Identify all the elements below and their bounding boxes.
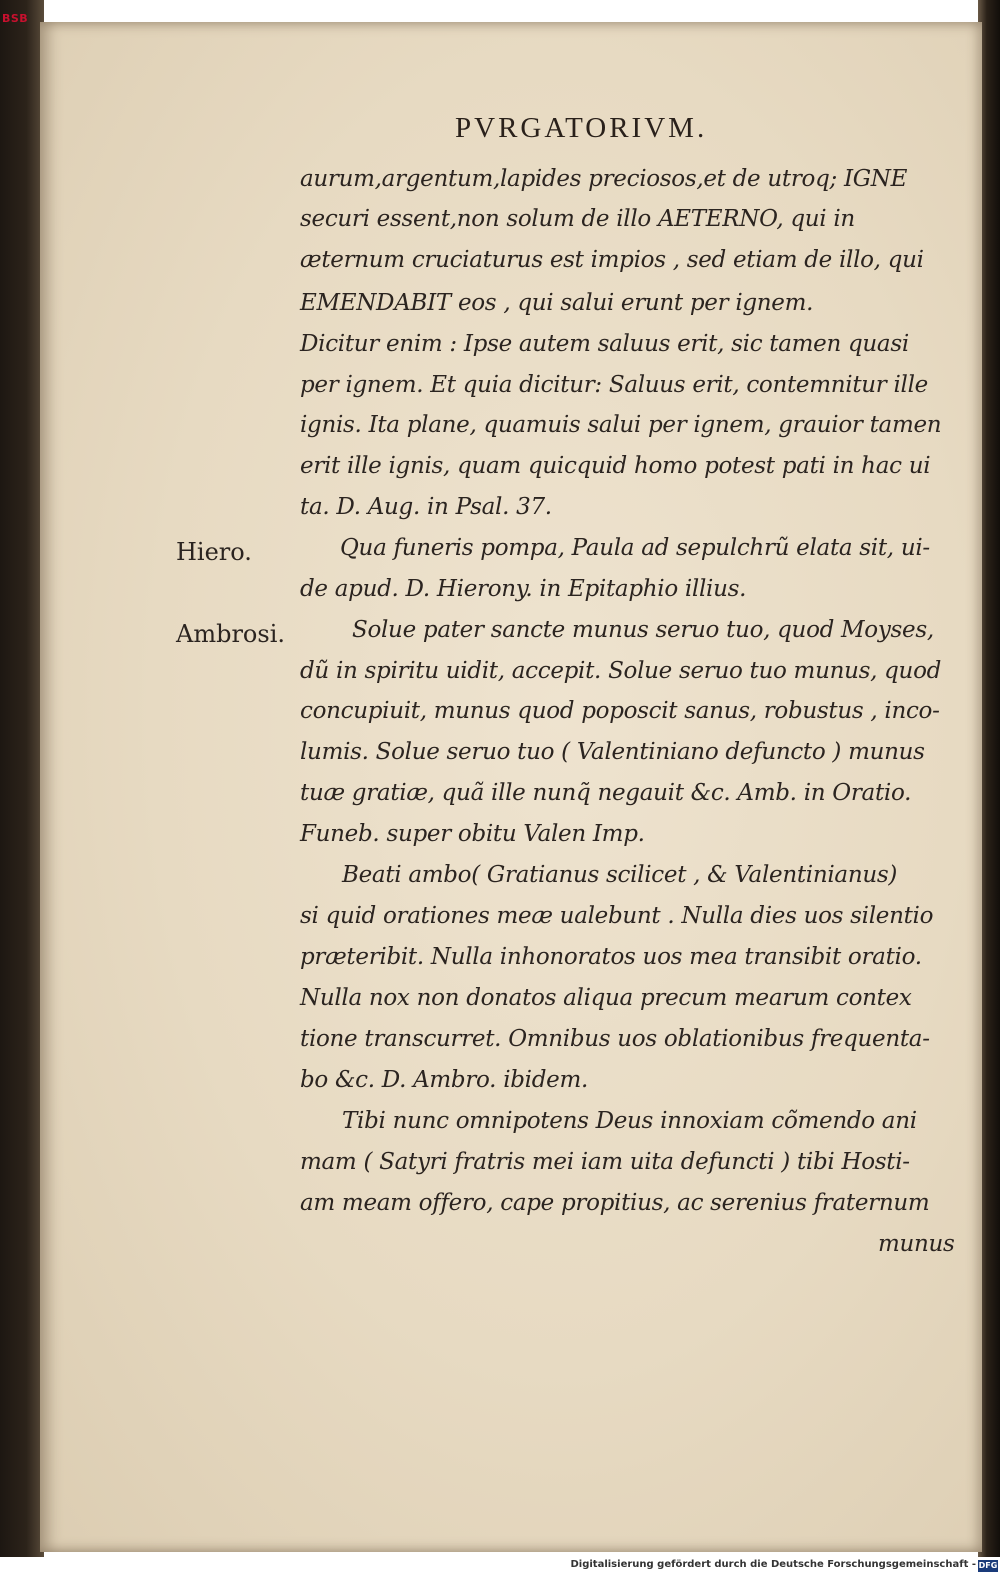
text-line: concupiuit, munus quod poposcit sanus, robustus , inco- [300,698,940,724]
text-line: Dicitur enim : Ipse autem saluus erit, sic tamen quasi [300,331,909,357]
text-line: si quid orationes meæ ualebunt . Nulla dies uos silentio [300,903,934,929]
text-line: lumis. Solue seruo tuo ( Valentiniano defuncto ) munus [300,739,925,765]
text-line: de apud. D. Hierony. in Epitaphio illius. [300,576,747,602]
footer-bar [0,1557,1000,1577]
bsb-logo: BSB [2,12,29,25]
margin-note-hiero: Hiero. [176,538,252,566]
text-line: aurum,argentum,lapides preciosos,et de utroq; IGNE [300,166,908,192]
dfg-logo: DFG [978,1561,998,1570]
text-line: ignis. Ita plane, quamuis salui per ignem, grauior tamen [300,412,942,438]
text-line: æternum cruciaturus est impios , sed etiam de illo, qui [300,247,924,273]
text-line: Funeb. super obitu Valen Imp. [300,821,645,847]
text-line: ta. D. Aug. in Psal. 37. [300,494,552,520]
text-line: mam ( Satyri fratris mei iam uita defuncti ) tibi Hosti- [300,1149,910,1175]
text-line: tione transcurret. Omnibus uos oblationibus frequenta- [300,1026,930,1052]
text-line: bo &c. D. Ambro. ibidem. [300,1067,588,1093]
text-line: securi essent,non solum de illo AETERNO, qui in [300,206,855,232]
text-line: Tibi nunc omnipotens Deus innoxiam cõmendo ani [342,1108,917,1134]
text-line: Qua funeris pompa, Paula ad sepulchrũ elata sit, ui- [340,535,930,561]
margin-note-ambrosi: Ambrosi. [176,620,285,648]
binding-edge-left [0,0,44,1557]
text-line: dũ in spiritu uidit, accepit. Solue seruo tuo munus, quod [300,658,942,684]
text-line: tuæ gratiæ, quã ille nunq̃ negauit &c. Amb. in Oratio. [300,780,912,806]
text-line: am meam offero, cape propitius, ac serenius fraternum [300,1190,930,1216]
text-line: Solue pater sancte munus seruo tuo, quod Moyses, [352,617,934,643]
text-line: per ignem. Et quia dicitur: Saluus erit, contemnitur ille [300,372,928,398]
running-head: PVRGATORIVM. [455,112,708,144]
funding-credit: Digitalisierung gefördert durch die Deutsche Forschungsgemeinschaft - [570,1559,976,1570]
text-line: Beati ambo( Gratianus scilicet , & Valentinianus) [342,862,898,888]
text-line: EMENDABIT eos , qui salui erunt per ignem. [300,290,814,316]
text-line: erit ille ignis, quam quicquid homo potest pati in hac ui [300,453,931,479]
text-line: Nulla nox non donatos aliqua precum mearum contex [300,985,912,1011]
text-line: præteribit. Nulla inhonoratos uos mea transibit oratio. [300,944,922,970]
catchword: munus [878,1231,955,1257]
